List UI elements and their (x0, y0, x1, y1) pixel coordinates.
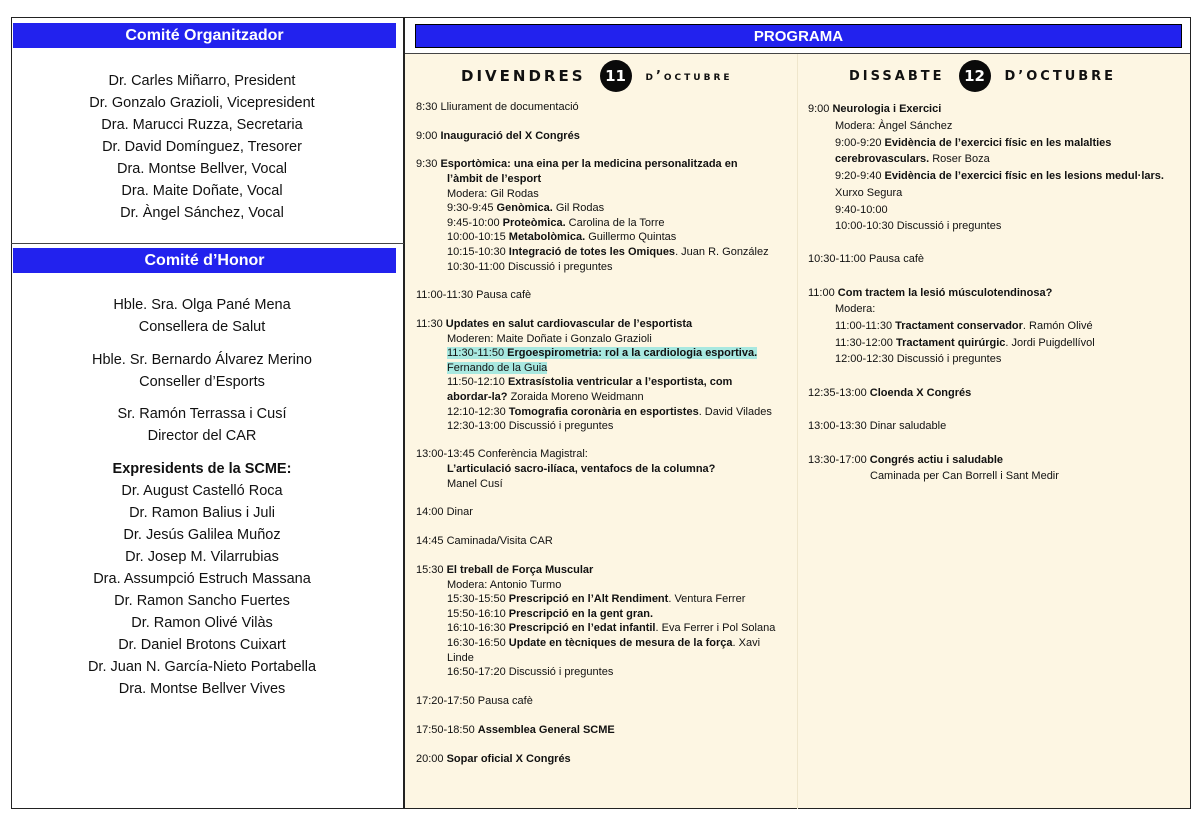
session-title: Sopar oficial X Congrés (446, 753, 571, 765)
session-detail: . Eva Ferrer i Pol Solana (655, 622, 776, 634)
session-title: Inauguració del X Congrés (440, 130, 580, 142)
session-title: Evidència de l’exercici físic en les malalties (884, 137, 1112, 149)
day1-schedule-row (416, 723, 615, 738)
session-detail: Gil Rodas (552, 202, 605, 214)
organizing-committee-list (12, 70, 392, 224)
session-title: Congrés actiu i saludable (869, 454, 1004, 466)
honor-name: Hble. Sr. Bernardo Álvarez Merino (91, 352, 312, 368)
organizing-member: Dr. Carles Miñarro, President (108, 73, 296, 89)
day2-weekday: DISSABTE (849, 68, 945, 84)
session-detail: Discussió i preguntes (508, 666, 614, 678)
day1-schedule-row (416, 534, 553, 549)
session-detail: Caminada/Visita CAR (446, 535, 553, 547)
day1-schedule-row (447, 607, 653, 622)
session-detail: Modera: (835, 303, 876, 315)
day1-weekday: DIVENDRES (461, 67, 586, 85)
session-time: 11:30-12:00 (835, 337, 896, 349)
day1-schedule-row (416, 752, 571, 767)
day1-schedule-row (447, 636, 760, 651)
day1-schedule-row (447, 361, 547, 376)
day1-schedule-row (447, 621, 775, 636)
day1-schedule-row (416, 157, 738, 172)
session-title: Prescripció en la gent gran. (508, 608, 654, 620)
expresident: Dr. Ramon Olivé Vilàs (131, 615, 273, 631)
session-title: Tomografia coronària en esportistes (508, 406, 699, 418)
day1-schedule-row (447, 230, 676, 245)
session-detail: . Ventura Ferrer (668, 593, 746, 605)
expresident: Dr. Jesús Galilea Muñoz (123, 527, 281, 543)
day2-header (849, 60, 1116, 92)
session-time: 13:30-17:00 (808, 454, 870, 466)
day2-schedule-row (835, 219, 1001, 234)
honor-role: Director del CAR (147, 428, 257, 444)
expresidents-title: Expresidents de la SCME: (112, 461, 292, 477)
expresident: Dra. Assumpció Estruch Massana (93, 571, 311, 587)
session-time: 13:00-13:45 (416, 448, 478, 460)
honor-member (12, 403, 392, 447)
session-time: 12:35-13:00 (808, 387, 870, 399)
day1-schedule-row (447, 390, 644, 405)
session-time: 10:30-11:00 (447, 261, 508, 273)
session-detail: Manel Cusí (447, 478, 503, 490)
day2-schedule-row (835, 203, 888, 218)
session-time: 11:00 (808, 287, 838, 299)
session-title: Cloenda X Congrés (869, 387, 972, 399)
day1-schedule-row (416, 505, 473, 520)
day1-schedule-row (447, 578, 561, 593)
day1-schedule-row (447, 375, 732, 390)
session-title: Prescripció en l’edat infantil (508, 622, 656, 634)
organizing-member: Dra. Montse Bellver, Vocal (116, 161, 288, 177)
session-detail: Roser Boza (929, 153, 990, 165)
day2-schedule-row (808, 252, 924, 267)
session-detail: Discussió i preguntes (508, 420, 614, 432)
day1-schedule-row (416, 447, 588, 462)
honor-member (12, 294, 392, 338)
day1-schedule-row (447, 477, 503, 492)
session-detail: . Xavi (732, 637, 761, 649)
session-detail: . Jordi Puigdellívol (1005, 337, 1095, 349)
day2-schedule-row (808, 102, 941, 117)
day2-schedule-row (835, 302, 875, 317)
session-time: 16:50-17:20 (447, 666, 509, 678)
program-header (405, 18, 1190, 54)
day1-schedule-row (447, 216, 664, 231)
day2-schedule-row (808, 286, 1052, 301)
session-title: Esportòmica: una eina per la medicina personalitzada en (440, 158, 738, 170)
day2-schedule-row (835, 119, 952, 134)
session-detail: Moderen: Maite Doñate i Gonzalo Grazioli (447, 333, 652, 345)
session-time: 11:50-12:10 (447, 376, 508, 388)
day2-schedule-row (808, 453, 1003, 468)
day1-schedule-row (416, 288, 531, 303)
day1-schedule-row (447, 187, 539, 202)
day1-schedule-row (447, 651, 474, 666)
session-time: 14:00 (416, 506, 447, 518)
expresident: Dra. Montse Bellver Vives (118, 681, 286, 697)
session-time: 9:30-9:45 (447, 202, 497, 214)
session-detail: . Ramón Olivé (1022, 320, 1093, 332)
session-title: L’articulació sacro-ilíaca, ventafocs de la columna? (447, 463, 716, 475)
day2-schedule-row (808, 386, 971, 401)
honor-committee-title: Comité d’Honor (13, 248, 396, 273)
session-detail: Fernando de la Guia (447, 362, 548, 374)
committees-panel (11, 17, 404, 809)
session-detail: . Juan R. González (675, 246, 769, 258)
session-time: 9:40-10:00 (835, 204, 888, 216)
session-detail: Linde (447, 652, 474, 664)
organizing-member: Dra. Maite Doñate, Vocal (121, 183, 283, 199)
session-time: 11:30 (416, 318, 446, 330)
expresident: Dr. Juan N. García-Nieto Portabella (87, 659, 317, 675)
session-time: 10:00-10:30 (835, 220, 897, 232)
session-title: Neurologia i Exercici (832, 103, 942, 115)
day1-schedule-row (416, 563, 593, 578)
day2-month: D’OCTUBRE (1004, 68, 1117, 84)
organizing-committee-title: Comité Organitzador (13, 23, 396, 48)
session-detail: Pausa cafè (476, 289, 532, 301)
day2-schedule-row (835, 319, 1093, 334)
session-title: Genòmica. (496, 202, 553, 214)
day2-schedule-row (835, 152, 990, 167)
organizing-member: Dr. David Domínguez, Tresorer (102, 139, 302, 155)
session-detail: Discussió i preguntes (896, 353, 1002, 365)
session-title: Evidència de l’exercici físic en les lesions medul·lars. (884, 170, 1164, 182)
session-detail: Dinar saludable (869, 420, 947, 432)
session-time: 9:20-9:40 (835, 170, 885, 182)
expresident: Dr. Daniel Brotons Cuixart (118, 637, 286, 653)
session-time: 16:10-16:30 (447, 622, 509, 634)
expresident: Dr. August Castelló Roca (121, 483, 283, 499)
session-time: 12:30-13:00 (447, 420, 509, 432)
session-time: 17:20-17:50 (416, 695, 478, 707)
session-title: El treball de Força Muscular (446, 564, 594, 576)
session-detail: Modera: Gil Rodas (447, 188, 539, 200)
session-detail: Carolina de la Torre (565, 217, 665, 229)
session-time: 15:30 (416, 564, 447, 576)
session-title: Integració de totes les Omiques (508, 246, 676, 258)
session-time: 9:00 (416, 130, 441, 142)
day1-month: d’octubre (645, 68, 733, 84)
session-title: Update en tècniques de mesura de la força (508, 637, 733, 649)
expresident: Dr. Josep M. Vilarrubias (125, 549, 279, 565)
day1-schedule-row (447, 405, 772, 420)
day2-schedule-row (835, 336, 1095, 351)
organizing-member: Dra. Marucci Ruzza, Secretaria (101, 117, 303, 133)
day1-schedule-row (447, 260, 613, 275)
session-time: 10:15-10:30 (447, 246, 509, 258)
honor-name: Hble. Sra. Olga Pané Mena (113, 297, 291, 313)
session-detail: Modera: Antonio Turmo (447, 579, 562, 591)
day2-number: 12 (959, 60, 991, 92)
day1-schedule-row (447, 346, 757, 361)
day1-schedule-row (447, 419, 613, 434)
session-time: 9:00 (808, 103, 833, 115)
session-title: Ergoespirometria: rol a la cardiologia esportiva. (507, 347, 758, 359)
session-detail: Pausa cafè (868, 253, 925, 265)
day1-schedule-row (447, 245, 769, 260)
session-time: 10:00-10:15 (447, 231, 509, 243)
session-detail: Discussió i preguntes (896, 220, 1002, 232)
divider (11, 243, 404, 244)
session-time: 20:00 (416, 753, 447, 765)
session-title: Tractament quirúrgic (895, 337, 1006, 349)
day1-schedule-row (447, 172, 541, 187)
session-time: 15:30-15:50 (447, 593, 509, 605)
session-time: 11:30-11:50 (447, 347, 508, 359)
day1-number: 11 (600, 60, 632, 92)
session-title: l’àmbit de l’esport (447, 173, 542, 185)
day2-schedule-row (808, 419, 946, 434)
day1-schedule-row (447, 592, 745, 607)
day1-schedule-row (447, 665, 613, 680)
session-detail: . David Vilades (698, 406, 772, 418)
session-title: Proteòmica. (502, 217, 566, 229)
session-detail: Discussió i preguntes (507, 261, 613, 273)
session-time: 11:00-11:30 (835, 320, 896, 332)
day2-schedule-row (835, 352, 1001, 367)
session-detail: Xurxo Segura (835, 187, 903, 199)
session-title: Metabolòmica. (508, 231, 586, 243)
session-detail: Guillermo Quintas (585, 231, 677, 243)
session-title: abordar-la? (447, 391, 508, 403)
day1-schedule-row (416, 317, 692, 332)
day2-schedule-row (835, 136, 1111, 151)
session-detail: Lliurament de documentació (440, 101, 579, 113)
day2-schedule-row (870, 469, 1059, 484)
column-divider (797, 54, 798, 809)
day1-header (461, 60, 733, 92)
session-title: Updates en salut cardiovascular de l’esportista (445, 318, 693, 330)
day1-schedule-row (416, 129, 580, 144)
day1-schedule-row (416, 694, 533, 709)
program-title: PROGRAMA (415, 24, 1182, 48)
day1-schedule-row (416, 100, 579, 115)
expresidents-list (12, 458, 392, 700)
session-detail: Dinar (446, 506, 473, 518)
session-time: 11:00-11:30 (416, 289, 477, 301)
day1-schedule-row (447, 462, 715, 477)
expresident: Dr. Ramon Balius i Juli (129, 505, 275, 521)
session-title: Com tractem la lesió músculotendinosa? (837, 287, 1053, 299)
honor-role: Conseller d’Esports (139, 374, 265, 390)
day1-schedule-row (447, 201, 604, 216)
session-time: 13:00-13:30 (808, 420, 870, 432)
session-time: 15:50-16:10 (447, 608, 509, 620)
session-time: 17:50-18:50 (416, 724, 478, 736)
day1-schedule (416, 100, 791, 790)
session-title: Prescripció en l’Alt Rendiment (508, 593, 669, 605)
honor-role: Consellera de Salut (138, 319, 266, 335)
session-time: 10:30-11:00 (808, 253, 869, 265)
honor-member (12, 349, 392, 393)
expresident: Dr. Ramon Sancho Fuertes (114, 593, 290, 609)
program-panel (404, 17, 1191, 809)
session-time: 14:45 (416, 535, 447, 547)
session-time: 8:30 (416, 101, 441, 113)
honor-name: Sr. Ramón Terrassa i Cusí (117, 406, 287, 422)
session-time: 16:30-16:50 (447, 637, 509, 649)
session-time: 12:10-12:30 (447, 406, 509, 418)
session-time: 9:00-9:20 (835, 137, 885, 149)
session-time: 9:30 (416, 158, 441, 170)
organizing-member: Dr. Àngel Sánchez, Vocal (120, 205, 284, 221)
session-time: 9:45-10:00 (447, 217, 503, 229)
day2-schedule (808, 102, 1183, 522)
session-detail: Modera: Àngel Sánchez (835, 120, 953, 132)
session-title: Tractament conservador (895, 320, 1023, 332)
session-title: Extrasístolia ventricular a l’esportista, com (507, 376, 733, 388)
session-detail: Caminada per Can Borrell i Sant Medir (870, 470, 1059, 482)
session-time: 12:00-12:30 (835, 353, 897, 365)
session-title: Assemblea General SCME (477, 724, 615, 736)
day2-schedule-row (835, 169, 1164, 184)
organizing-member: Dr. Gonzalo Grazioli, Vicepresident (89, 95, 315, 111)
session-detail: Pausa cafè (477, 695, 533, 707)
session-detail: Conferència Magistral: (477, 448, 588, 460)
day1-schedule-row (447, 332, 652, 347)
session-detail: Zoraida Moreno Weidmann (507, 391, 644, 403)
session-title: cerebrovasculars. (835, 153, 930, 165)
day2-schedule-row (835, 186, 902, 201)
